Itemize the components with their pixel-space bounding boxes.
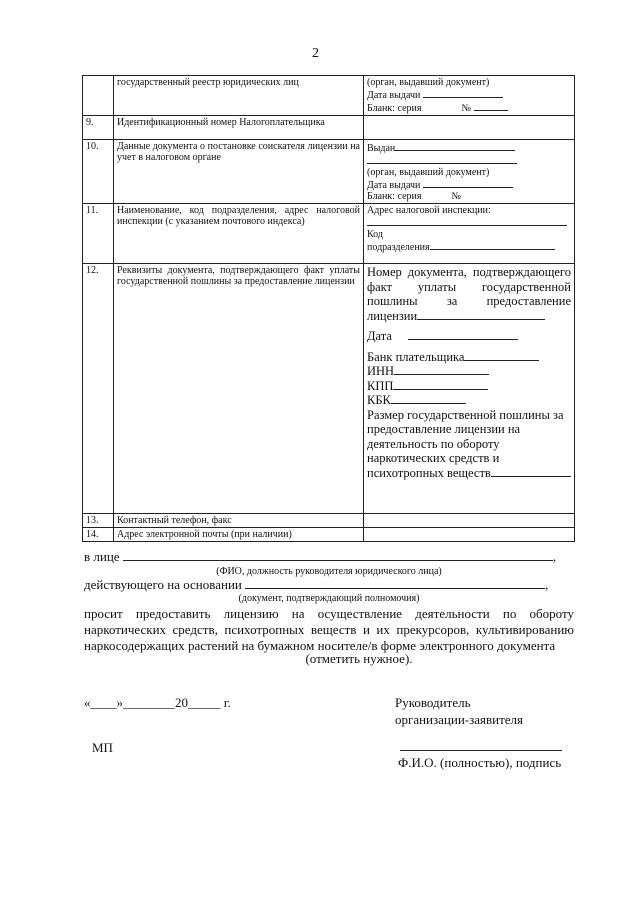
seal-placeholder: МП: [92, 740, 113, 755]
document-caption: (документ, подтверждающий полномочия): [238, 593, 420, 604]
acting-label: действующего на основании: [84, 577, 242, 592]
fee-amount-field[interactable]: Размер государственной пошлины за предоставление лицензии на деятельность по обороту наркотических средств и психотропных веществ: [367, 408, 571, 481]
payment-date-field[interactable]: Дата: [367, 329, 571, 344]
tax-office-address-line[interactable]: [367, 216, 571, 229]
payer-bank-field[interactable]: Банк плательщика: [367, 350, 571, 365]
head-title-1: Руководитель: [395, 695, 471, 710]
row-label: Реквизиты документа, подтверждающего факт уплаты государственной пошлины за предоставление лицензии: [114, 264, 364, 514]
issuer-caption: (орган, выдавший документ): [367, 77, 490, 88]
issue-date-field[interactable]: Дата выдачи: [367, 178, 571, 191]
phone-fax-field[interactable]: [364, 514, 575, 528]
fio-caption: (ФИО, должность руководителя юридического лица): [216, 566, 442, 577]
representative-line: в лице ,: [84, 549, 557, 564]
row-number: 14.: [83, 528, 114, 542]
in-person-label: в лице: [84, 549, 120, 564]
page-number: 2: [312, 46, 319, 61]
row-label: Адрес электронной почты (при наличии): [114, 528, 364, 542]
inn-value-field[interactable]: [364, 116, 575, 140]
signature-caption: Ф.И.О. (полностью), подпись: [398, 755, 562, 770]
table-row: [83, 264, 575, 514]
row-value: [364, 264, 575, 514]
email-field[interactable]: [364, 528, 575, 542]
inn-field[interactable]: ИНН: [367, 364, 571, 379]
table-row: [83, 76, 575, 116]
row-number: 12.: [83, 264, 114, 514]
issued-by-field[interactable]: Выдан: [367, 141, 571, 154]
table-row: [83, 140, 575, 204]
division-code-field[interactable]: подразделения: [367, 240, 571, 253]
row-value: [364, 140, 575, 204]
row-number: 13.: [83, 514, 114, 528]
code-label: Код: [367, 229, 383, 240]
kbk-field[interactable]: КБК: [367, 393, 571, 408]
row-value: [364, 76, 575, 116]
issuer-caption: (орган, выдавший документ): [367, 167, 490, 178]
tax-office-address-field[interactable]: Адрес налоговой инспекции:: [367, 205, 491, 216]
row-number: [83, 76, 114, 116]
table-row: [83, 204, 575, 264]
date-field[interactable]: «____»________20_____ г.: [84, 695, 231, 710]
row-number: 9.: [83, 116, 114, 140]
basis-line: действующего на основании ,: [84, 577, 549, 592]
blank-series-field[interactable]: Бланк: серия №: [367, 101, 571, 114]
table-row: [83, 528, 575, 542]
head-title-2: организации-заявителя: [395, 712, 524, 727]
request-text: просит предоставить лицензию на осуществление деятельности по обороту наркотических средств, психотропных веществ и их прекурсоров, культивированию наркосодержащих растений на бумажном носителе/в форме электронного документа: [84, 606, 574, 653]
table-row: [83, 116, 575, 140]
row-label: Идентификационный номер Налогоплательщика: [114, 116, 364, 140]
payment-doc-number-field[interactable]: Номер документа, подтверждающего факт уплаты государственной пошлины за предоставление лицензии: [367, 265, 571, 323]
row-value: [364, 204, 575, 264]
kpp-field[interactable]: КПП: [367, 379, 571, 394]
representative-input[interactable]: [123, 549, 553, 561]
application-form-table: [82, 75, 575, 542]
issued-by-line[interactable]: [367, 154, 571, 167]
row-label: государственный реестр юридических лиц: [114, 76, 364, 116]
basis-input[interactable]: [245, 577, 545, 589]
row-label: Наименование, код подразделения, адрес налоговой инспекции (с указанием почтового индекса): [114, 204, 364, 264]
row-number: 11.: [83, 204, 114, 264]
signature-line[interactable]: [400, 738, 562, 751]
row-number: 10.: [83, 140, 114, 204]
blank-series-field[interactable]: Бланк: серия №: [367, 191, 462, 202]
mark-note: (отметить нужное).: [305, 651, 413, 666]
row-label: Данные документа о постановке соискателя лицензии на учет в налоговом органе: [114, 140, 364, 204]
issue-date-field[interactable]: Дата выдачи: [367, 88, 571, 101]
table-row: [83, 514, 575, 528]
row-label: Контактный телефон, факс: [114, 514, 364, 528]
